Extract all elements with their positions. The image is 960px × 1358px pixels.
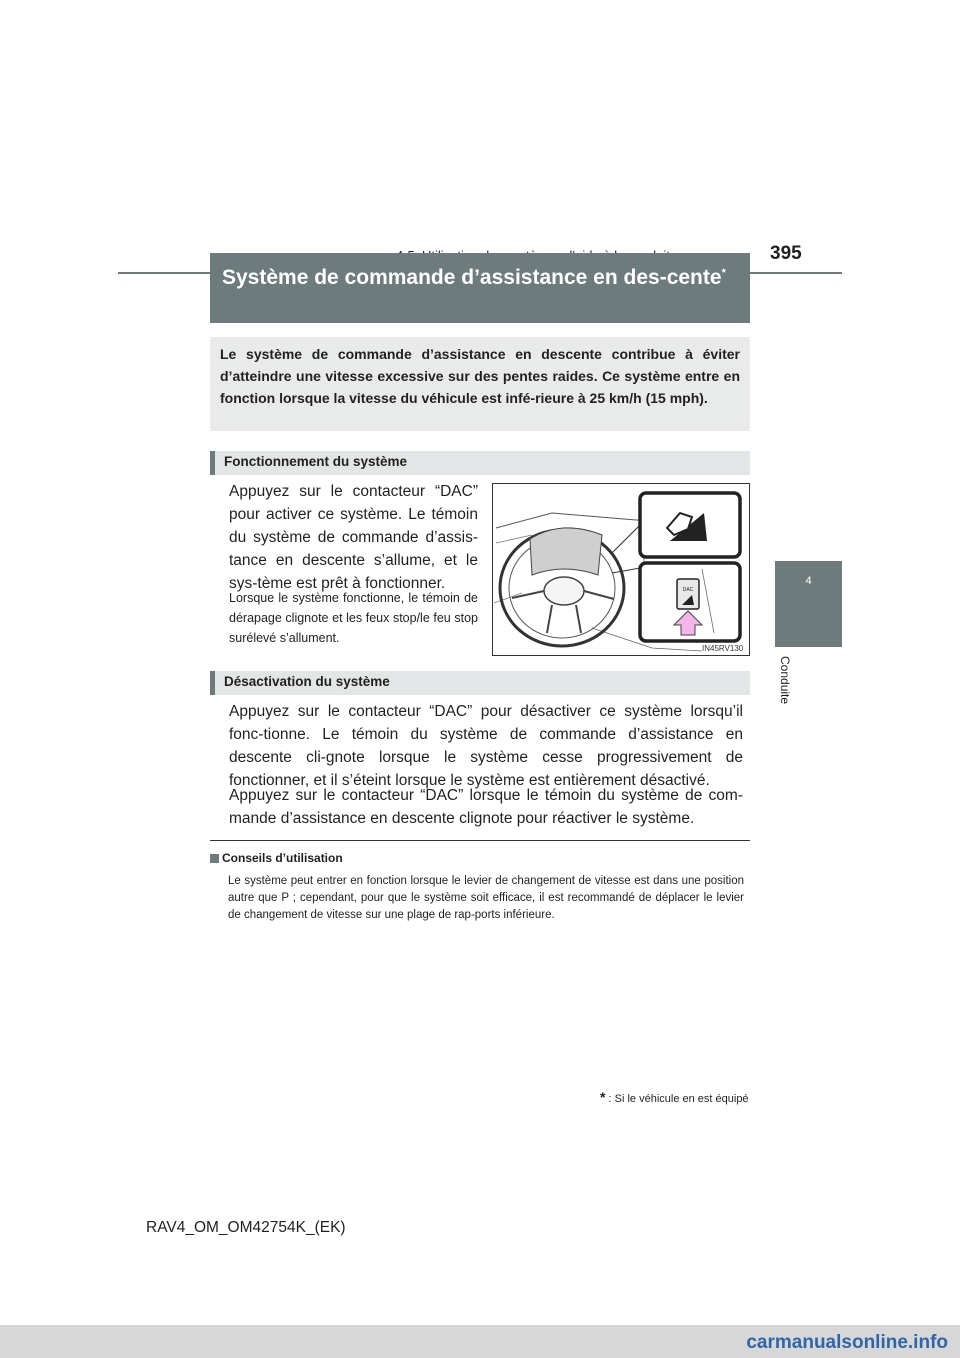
operation-note: Lorsque le système fonctionne, le témoin de dérapage clignote et les feux stop/le feu stop surélevé s’allument. — [229, 591, 478, 645]
operation-paragraph: Appuyez sur le contacteur “DAC” pour activer ce système. Le témoin du système de commande d’assis-tance en descente s’allume, et le sys-tème est prêt à fonctionner. — [229, 483, 478, 592]
chapter-number: 4 — [805, 575, 812, 587]
reactivation-paragraph: Appuyez sur le contacteur “DAC” lorsque le témoin du système de com-mande d’assistance en descente clignote pour réactiver le système. — [229, 787, 743, 827]
tips-divider — [210, 840, 750, 841]
tips-title-text: Conseils d’utilisation — [222, 851, 343, 865]
watermark-link[interactable]: carmanualsonline.info — [746, 1332, 948, 1353]
footer-code: RAV4_OM_OM42754K_(EK) — [146, 1219, 346, 1236]
dac-switch-figure — [492, 483, 750, 656]
figure-code: IN45RV130 — [702, 644, 744, 653]
page-title-text: Système de commande d’assistance en des-cente — [222, 266, 722, 289]
dac-switch-label: DAC — [682, 587, 694, 593]
title-asterisk: * — [721, 267, 726, 279]
deactivation-paragraph: Appuyez sur le contacteur “DAC” pour désactiver ce système lorsqu’il fonc-tionne. Le témoin du système de commande d’assistance en descente cli-gnote lorsque le système cesse progressivement de fonctionner, et il s’éteint lorsque le système est entièrement désactivé. — [229, 703, 743, 789]
footnote — [600, 1089, 749, 1105]
footnote-text: : Si le véhicule en est équipé — [608, 1093, 749, 1105]
footnote-asterisk: * — [600, 1089, 606, 1105]
chapter-label: Conduite — [778, 656, 792, 705]
intro-text: Le système de commande d’assistance en descente contribue à éviter d’atteindre une vitesse excessive sur des pentes raides. Ce système entre en fonction lorsque la vitesse du véhicule est infé-rieure à 25 km/h (15 mph). — [220, 346, 740, 406]
page-title — [210, 253, 750, 323]
chapter-tab[interactable] — [775, 561, 842, 647]
section-heading-operation: Fonctionnement du système — [210, 451, 750, 475]
page-number: 395 — [770, 243, 802, 264]
section-heading-deactivation: Désactivation du système — [210, 671, 750, 695]
tips-text: Le système peut entrer en fonction lorsque le levier de changement de vitesse est dans une position autre que P ; cependant, pour que le système soit efficace, il est recommandé de déplacer le levier de changement de vitesse sur une plage de rap-ports inférieure. — [228, 875, 744, 921]
intro-box — [210, 337, 750, 431]
tips-title — [210, 851, 343, 865]
square-bullet-icon — [210, 854, 219, 863]
